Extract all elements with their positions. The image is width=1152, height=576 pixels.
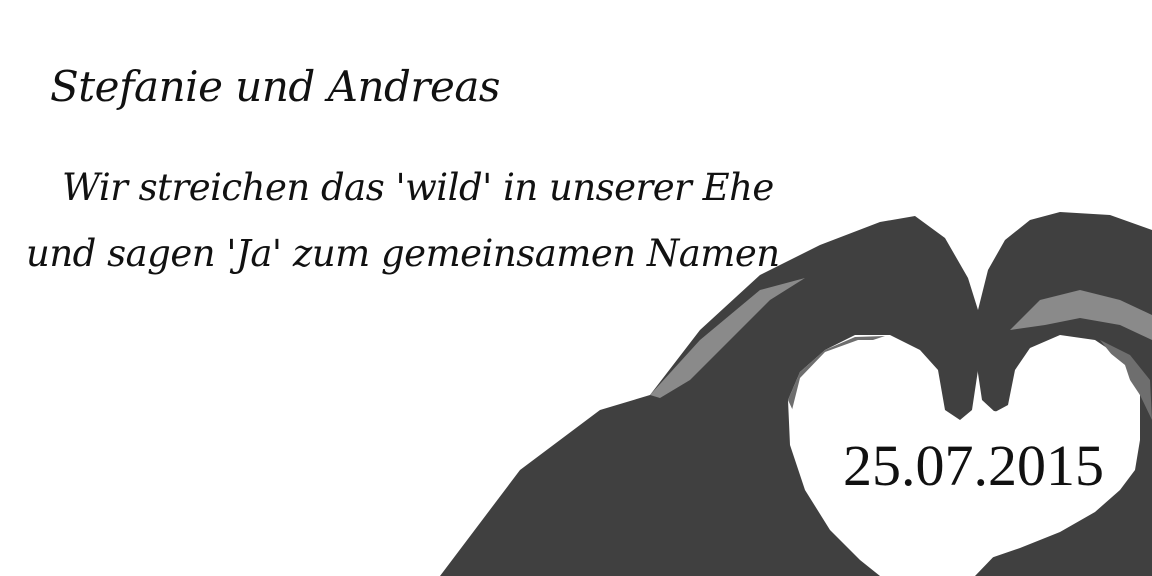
message-line-2: und sagen 'Ja' zum gemeinsamen Namen [26,232,780,275]
couple-names: Stefanie und Andreas [50,62,500,111]
wedding-date: 25.07.2015 [843,433,1104,498]
message-line-1: Wir streichen das 'wild' in unserer Ehe [62,166,774,209]
